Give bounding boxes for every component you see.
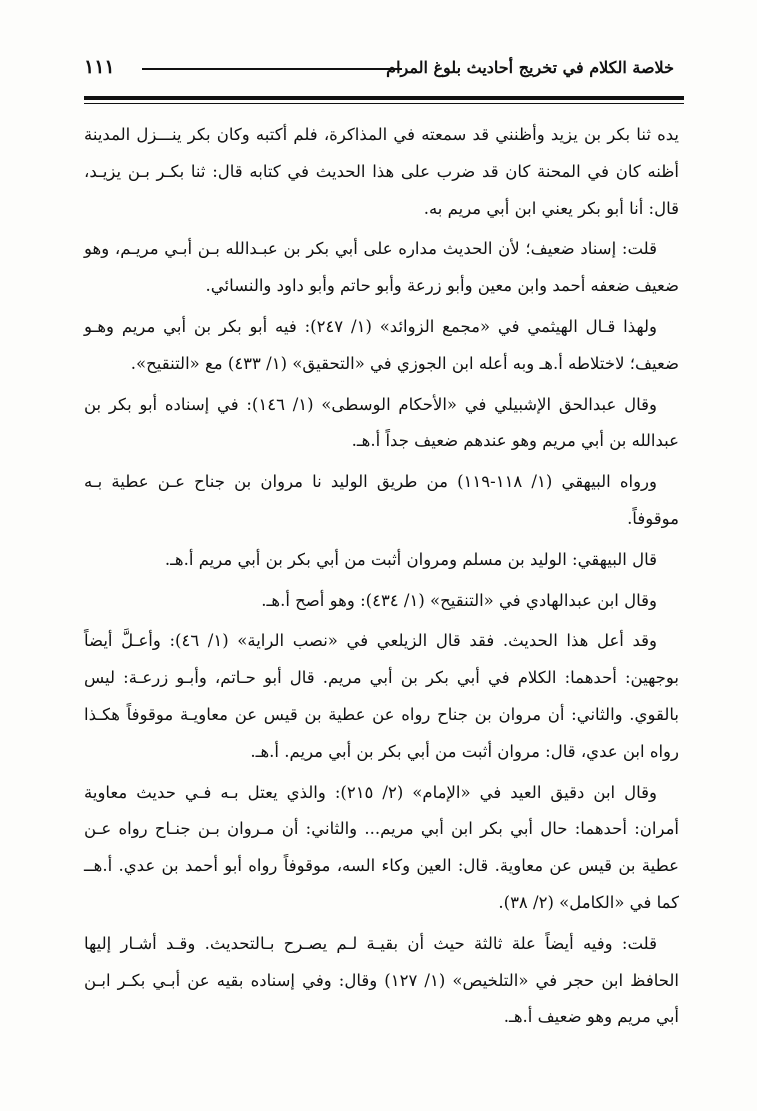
paragraph-8: وقد أعل هذا الحديث. فقد قال الزيلعي في «نصب الراية» (١/ ٤٦): وأعـلَّ أيضاً بوجهين: أحدهما: الكلام في أبي بكر بن أبي مريم. قال أبو حـاتم، وأبـو زرعـة: ليس بالقوي. والثاني: أن مروان بن جناح رواه عن عطية بن قيس عن معاويـة موقوفاً هكـذا رواه ابن عدي، قال: مروان أثبت من أبي بكر بن أبي مريم. أ.هـ. <box>84 631 679 761</box>
page-header <box>84 56 674 82</box>
paragraph-1: يده ثنا بكر بن يزيد وأظنني قد سمعته في المذاكرة، فلم أكتبه وكان بكر ينـــزل المدينة أظنه كان في المحنة كان قد ضرب على هذا الحديث في كتابه قال: ثنا بكـر بـن يزيـد، قال: أنا أبو بكر يعني ابن أبي مريم به. <box>84 125 679 218</box>
paragraph-4: وقال عبدالحق الإشبيلي في «الأحكام الوسطى» (١/ ١٤٦): في إسناده أبو بكر بن عبدالله بن أبي مريم وهو عندهم ضعيف جداً أ.هـ. <box>84 394 679 451</box>
header-rule-thin <box>84 103 684 104</box>
paragraph-2: قلت: إسناد ضعيف؛ لأن الحديث مداره على أبي بكر بن عبـدالله بـن أبـي مريـم، وهو ضعيف ضعفه أحمد وابن معين وأبو زرعة وأبو حاتم وأبو داود والنسائي. <box>84 239 679 296</box>
page-number: ١١١ <box>84 56 115 78</box>
header-rule-thick <box>84 96 684 100</box>
paragraph-5: ورواه البيهقي (١/ ١١٨-١١٩) من طريق الوليد نا مروان بن جناح عـن عطية بـه موقوفاً. <box>84 472 679 528</box>
body-text <box>84 117 679 1040</box>
paragraph-3: ولهذا قـال الهيثمي في «مجمع الزوائد» (١/ ٢٤٧): فيه أبو بكر بن أبي مريم وهـو ضعيف؛ لاختلاطه أ.هـ وبه أعله ابن الجوزي في «التحقيق» (١/ ٤٣٣) مع «التنقيح». <box>84 316 679 373</box>
paragraph-10: قلت: وفيه أيضاً علة ثالثة حيث أن بقيـة لـم يصـرح بـالتحديث. وقـد أشـار إليها الحافظ ابن حجر في «التلخيص» (١/ ١٢٧) وقال: وفي إسناده بقيه عن أبـي بكـر ابـن أبي مريم وهو ضعيف أ.هـ. <box>84 933 679 1027</box>
header-line <box>142 68 402 70</box>
paragraph-6: قال البيهقي: الوليد بن مسلم ومروان أثبت من أبي بكر بن أبي مريم أ.هـ. <box>164 549 657 569</box>
paragraph-7: وقال ابن عبدالهادي في «التنقيح» (١/ ٤٣٤): وهو أصح أ.هـ. <box>261 590 657 610</box>
running-title: خلاصة الكلام في تخريج أحاديث بلوغ المرام <box>386 58 674 77</box>
paragraph-9: وقال ابن دقيق العيد في «الإمام» (٢/ ٢١٥): والذي يعتل بـه فـي حديث معاوية أمران: أحدهما: حال أبي بكر ابن أبي مريم... والثاني: أن مـروان بـن جنـاح رواه عـن عطية بن قيس عن معاوية. قال: العين وكاء السه، موقوفاً رواه أبو أحمد بن عدي. أ.هــ كما في «الكامل» (٢/ ٣٨). <box>84 782 679 912</box>
